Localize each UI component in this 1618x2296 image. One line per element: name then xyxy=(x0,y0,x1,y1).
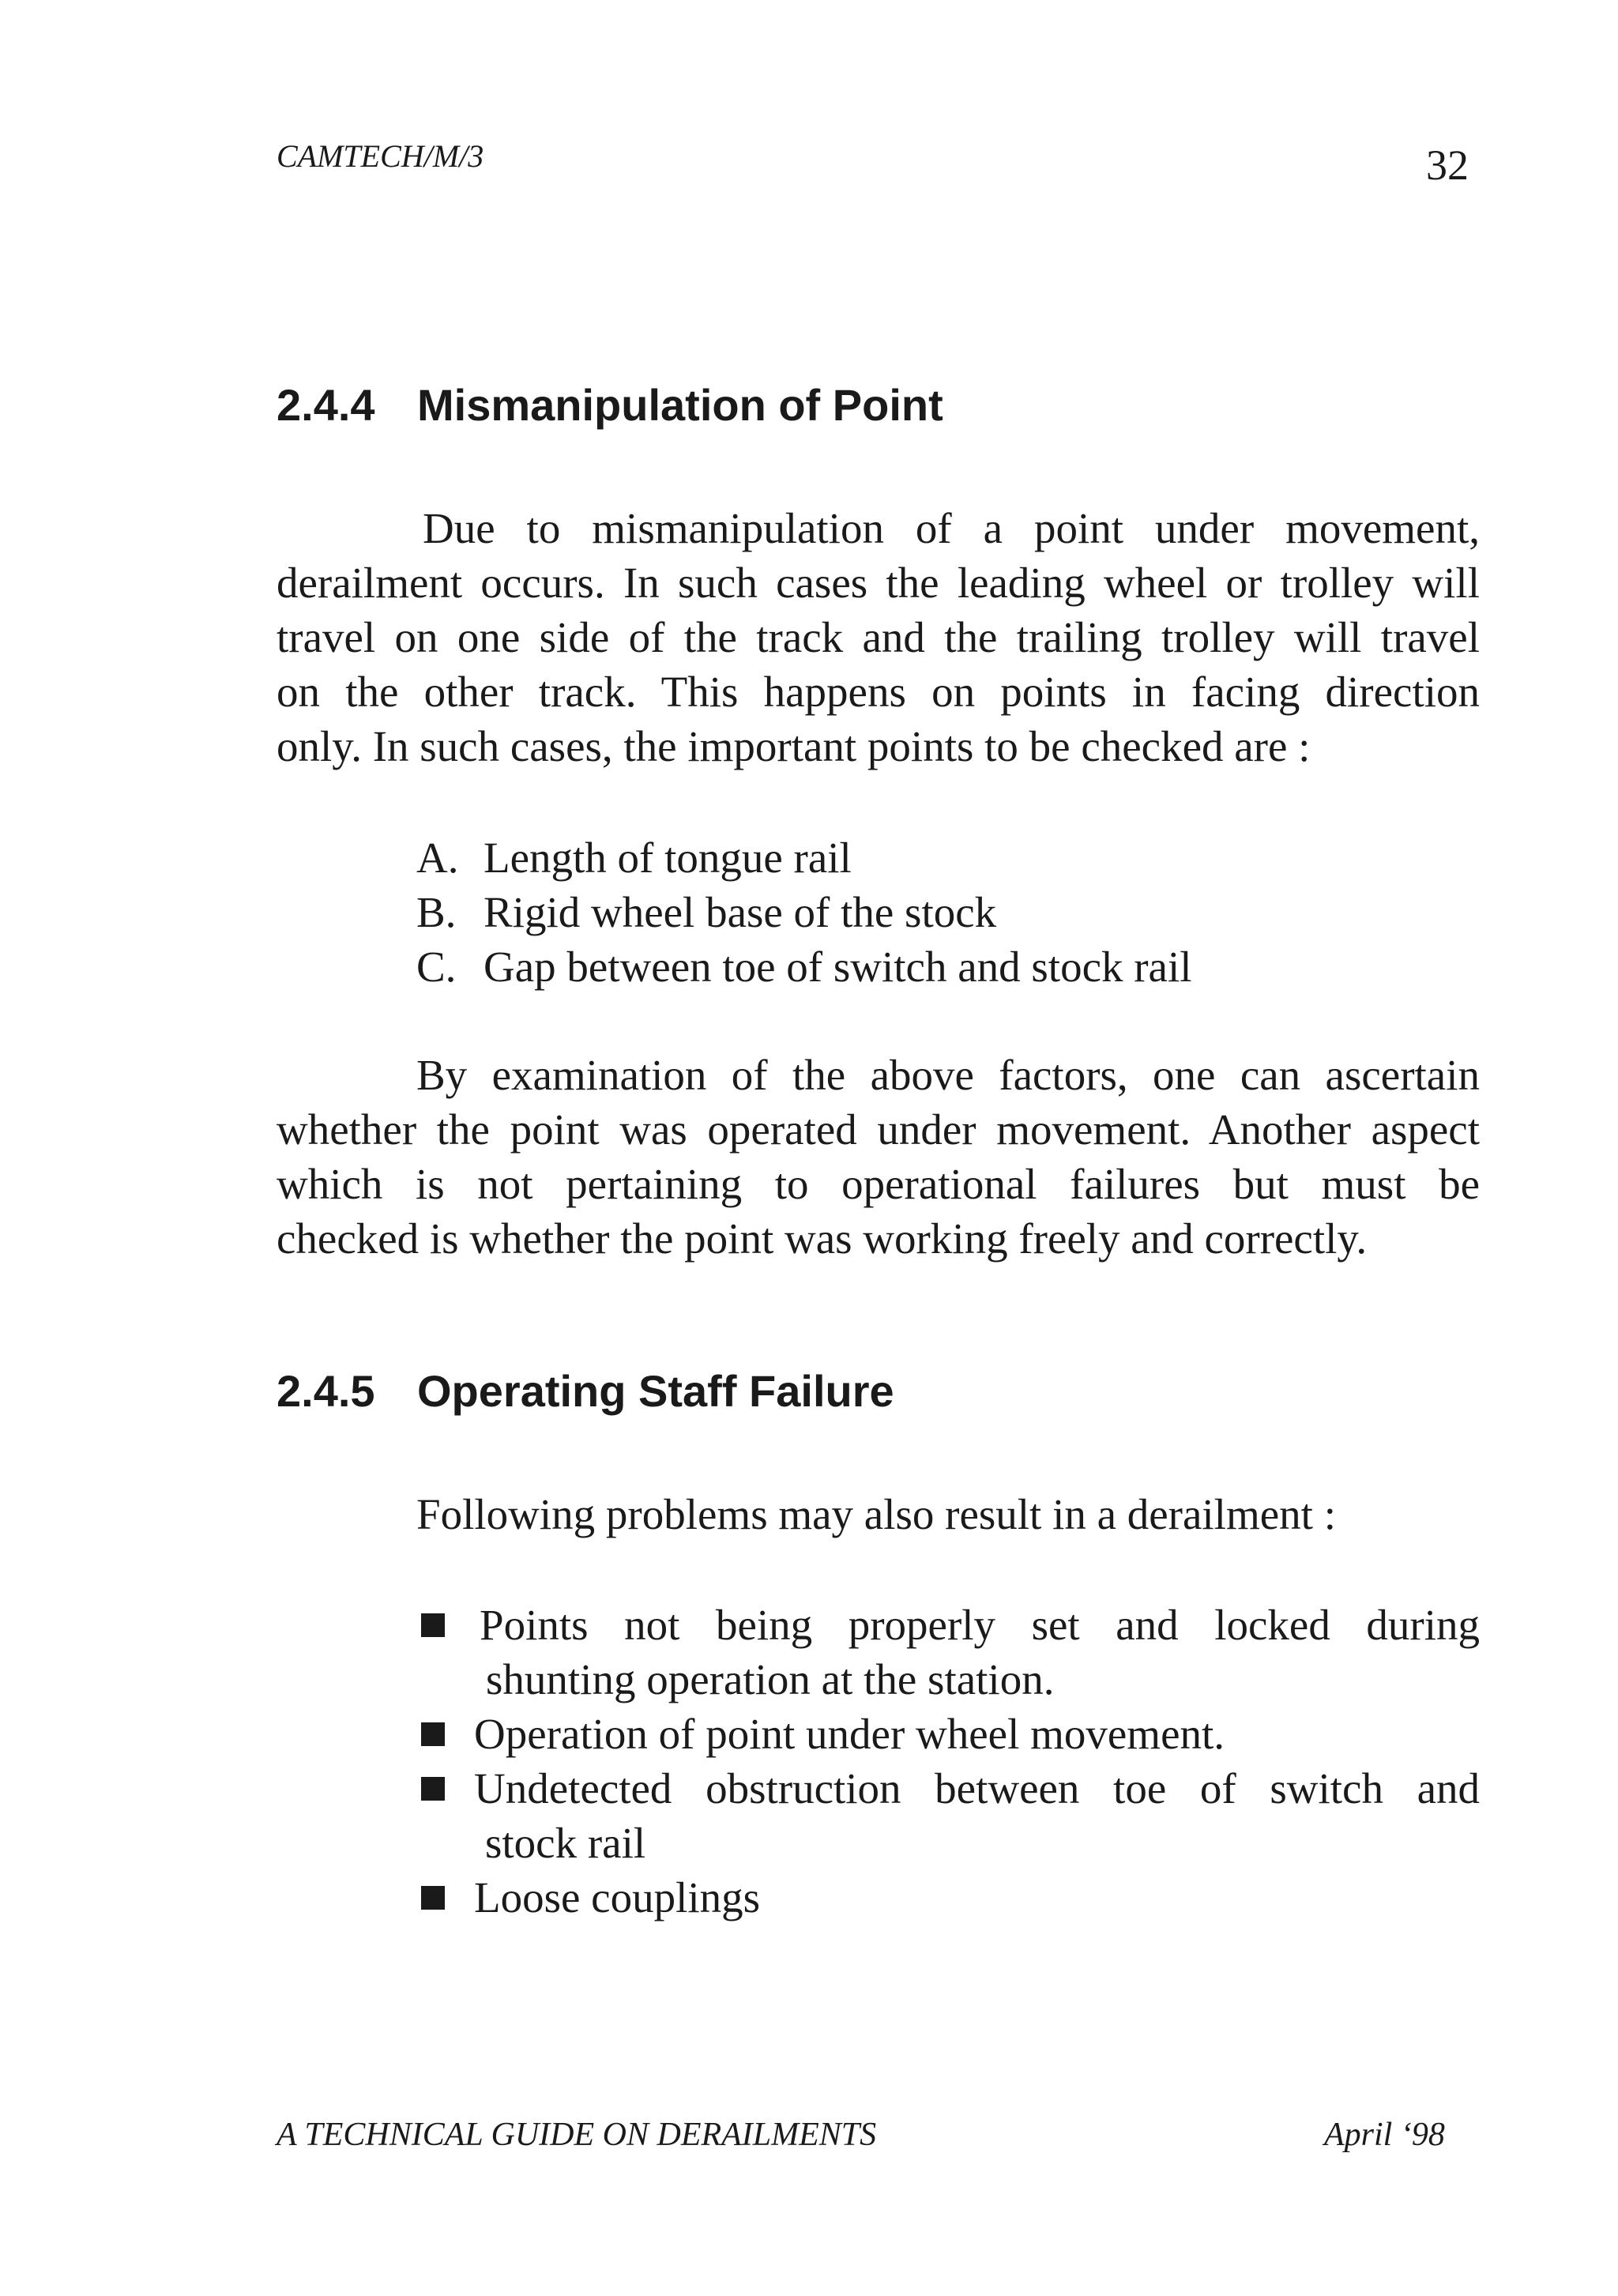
paragraph-examination xyxy=(277,1048,1480,1266)
paragraph-mismanipulation xyxy=(277,501,1480,773)
paragraph-line: Due to mismanipulation of a point under movement, xyxy=(423,504,1480,552)
paragraph-line: By examination of the above factors, one can ascertain xyxy=(416,1051,1480,1099)
paragraph-line: only. In such cases, the important points to be checked are : xyxy=(277,722,1311,770)
paragraph-line: checked is whether the point was working freely and correctly. xyxy=(277,1214,1368,1263)
section-number: 2.4.5 xyxy=(277,1366,375,1416)
intro-text: Following problems may also result in a derailment : xyxy=(416,1490,1336,1538)
document-code: CAMTECH/M/3 xyxy=(277,138,484,174)
section-number: 2.4.4 xyxy=(277,380,375,430)
bullet-line: stock rail xyxy=(485,1819,646,1867)
bullet-item xyxy=(416,1707,1480,1761)
list-label: C. xyxy=(416,943,457,991)
bullet-item xyxy=(416,1870,1480,1925)
list-item xyxy=(416,939,1192,994)
section-heading-2-4-4 xyxy=(277,379,943,431)
bullet-list xyxy=(416,1598,1480,1925)
list-item xyxy=(416,885,1192,939)
list-text: Rigid wheel base of the stock xyxy=(484,888,997,936)
paragraph-line: whether the point was operated under movement. Another aspect xyxy=(277,1105,1480,1154)
square-bullet-icon xyxy=(421,1613,445,1637)
check-list xyxy=(416,830,1192,994)
bullet-item xyxy=(416,1761,1480,1870)
section-title: Mismanipulation of Point xyxy=(417,380,943,430)
paragraph-line: which is not pertaining to operational failures but must be xyxy=(277,1160,1480,1208)
bullet-line: shunting operation at the station. xyxy=(486,1655,1055,1703)
list-label: A. xyxy=(416,834,459,882)
bullet-line: Undetected obstruction between toe of switch and xyxy=(474,1764,1480,1812)
page-number: 32 xyxy=(1426,141,1469,189)
list-text: Gap between toe of switch and stock rail xyxy=(484,943,1192,991)
bullet-line: Points not being properly set and locked during xyxy=(480,1601,1480,1649)
list-text: Length of tongue rail xyxy=(484,834,852,882)
bullet-line: Loose couplings xyxy=(474,1873,761,1921)
square-bullet-icon xyxy=(421,1777,445,1801)
square-bullet-icon xyxy=(421,1886,445,1910)
section-title: Operating Staff Failure xyxy=(417,1366,894,1416)
bullet-item xyxy=(416,1598,1480,1707)
footer-title: A TECHNICAL GUIDE ON DERAILMENTS xyxy=(277,2117,877,2153)
footer-date: April ‘98 xyxy=(1324,2117,1445,2153)
bullet-line: Operation of point under wheel movement. xyxy=(474,1710,1225,1758)
paragraph-line: travel on one side of the track and the trailing trolley will travel xyxy=(277,613,1480,661)
section-heading-2-4-5 xyxy=(277,1365,894,1417)
paragraph-line: derailment occurs. In such cases the leading wheel or trolley will xyxy=(277,559,1480,607)
list-item xyxy=(416,830,1192,885)
list-label: B. xyxy=(416,888,457,936)
square-bullet-icon xyxy=(421,1722,445,1746)
paragraph-line: on the other track. This happens on points in facing direction xyxy=(277,668,1480,716)
